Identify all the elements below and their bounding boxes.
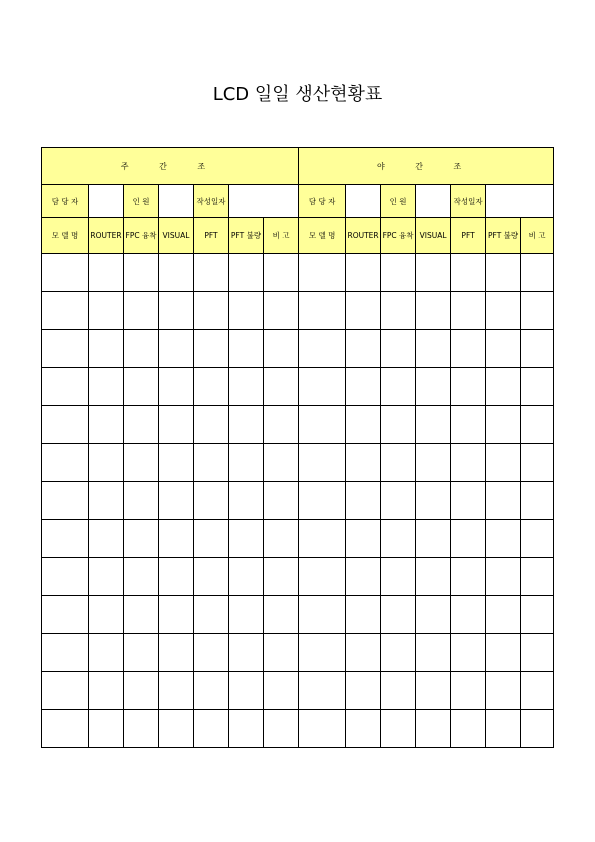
- table-cell[interactable]: [521, 596, 554, 634]
- table-cell[interactable]: [42, 330, 89, 368]
- table-cell[interactable]: [89, 254, 124, 292]
- table-cell[interactable]: [486, 406, 521, 444]
- table-cell[interactable]: [381, 634, 416, 672]
- table-cell[interactable]: [299, 368, 346, 406]
- table-cell[interactable]: [89, 406, 124, 444]
- table-cell[interactable]: [194, 368, 229, 406]
- table-cell[interactable]: [486, 710, 521, 748]
- table-cell[interactable]: [299, 634, 346, 672]
- table-cell[interactable]: [89, 520, 124, 558]
- day-date-field[interactable]: [229, 185, 299, 218]
- table-cell[interactable]: [229, 558, 264, 596]
- table-cell[interactable]: [159, 406, 194, 444]
- table-cell[interactable]: [416, 672, 451, 710]
- day-col-pft-defect: PFT 불량: [229, 218, 264, 254]
- day-col-pft: PFT: [194, 218, 229, 254]
- table-row: [42, 482, 554, 520]
- table-cell[interactable]: [416, 368, 451, 406]
- night-manager-field[interactable]: [346, 185, 381, 218]
- table-cell[interactable]: [416, 596, 451, 634]
- table-cell[interactable]: [42, 368, 89, 406]
- table-cell[interactable]: [486, 520, 521, 558]
- table-cell[interactable]: [486, 330, 521, 368]
- table-cell[interactable]: [521, 558, 554, 596]
- table-cell[interactable]: [346, 406, 381, 444]
- table-cell[interactable]: [89, 634, 124, 672]
- table-cell[interactable]: [451, 634, 486, 672]
- night-col-pft-defect: PFT 불량: [486, 218, 521, 254]
- table-cell[interactable]: [89, 482, 124, 520]
- table-cell[interactable]: [346, 482, 381, 520]
- table-cell[interactable]: [124, 254, 159, 292]
- table-row: [42, 292, 554, 330]
- table-cell[interactable]: [346, 520, 381, 558]
- night-col-pft: PFT: [451, 218, 486, 254]
- day-shift-header: 주 간 조: [42, 148, 299, 185]
- table-row: [42, 254, 554, 292]
- table-cell[interactable]: [451, 254, 486, 292]
- day-col-router: ROUTER: [89, 218, 124, 254]
- table-cell[interactable]: [381, 330, 416, 368]
- table-cell[interactable]: [124, 406, 159, 444]
- table-cell[interactable]: [229, 634, 264, 672]
- table-cell[interactable]: [89, 368, 124, 406]
- table-cell[interactable]: [381, 292, 416, 330]
- table-cell[interactable]: [416, 558, 451, 596]
- table-cell[interactable]: [229, 254, 264, 292]
- table-cell[interactable]: [194, 482, 229, 520]
- table-cell[interactable]: [264, 634, 299, 672]
- table-cell[interactable]: [381, 406, 416, 444]
- table-cell[interactable]: [124, 520, 159, 558]
- table-cell[interactable]: [381, 482, 416, 520]
- table-cell[interactable]: [42, 292, 89, 330]
- table-cell[interactable]: [416, 634, 451, 672]
- day-manager-label: 담 당 자: [42, 185, 89, 218]
- table-row: [42, 710, 554, 748]
- table-cell[interactable]: [451, 520, 486, 558]
- table-cell[interactable]: [299, 330, 346, 368]
- table-row: [42, 330, 554, 368]
- table-cell[interactable]: [42, 444, 89, 482]
- table-cell[interactable]: [264, 596, 299, 634]
- day-col-model: 모 델 명: [42, 218, 89, 254]
- night-personnel-label: 인 원: [381, 185, 416, 218]
- table-cell[interactable]: [486, 596, 521, 634]
- table-cell[interactable]: [299, 406, 346, 444]
- table-cell[interactable]: [229, 444, 264, 482]
- night-col-remarks: 비 고: [521, 218, 554, 254]
- table-cell[interactable]: [42, 634, 89, 672]
- table-cell[interactable]: [159, 482, 194, 520]
- table-row: [42, 558, 554, 596]
- table-cell[interactable]: [159, 444, 194, 482]
- night-shift-header: 야 간 조: [299, 148, 554, 185]
- day-personnel-label: 인 원: [124, 185, 159, 218]
- table-cell[interactable]: [416, 292, 451, 330]
- table-cell[interactable]: [381, 710, 416, 748]
- table-cell[interactable]: [486, 444, 521, 482]
- table-cell[interactable]: [42, 406, 89, 444]
- table-cell[interactable]: [299, 444, 346, 482]
- day-col-fpc: FPC 융착: [124, 218, 159, 254]
- table-cell[interactable]: [159, 292, 194, 330]
- table-cell[interactable]: [264, 520, 299, 558]
- table-cell[interactable]: [264, 330, 299, 368]
- table-cell[interactable]: [521, 368, 554, 406]
- day-col-visual: VISUAL: [159, 218, 194, 254]
- table-cell[interactable]: [299, 672, 346, 710]
- production-table: [41, 147, 554, 748]
- table-cell[interactable]: [264, 368, 299, 406]
- table-cell[interactable]: [346, 292, 381, 330]
- table-cell[interactable]: [264, 482, 299, 520]
- table-cell[interactable]: [124, 634, 159, 672]
- table-cell[interactable]: [159, 254, 194, 292]
- table-cell[interactable]: [521, 710, 554, 748]
- table-cell[interactable]: [416, 444, 451, 482]
- table-cell[interactable]: [486, 558, 521, 596]
- table-row: [42, 672, 554, 710]
- table-cell[interactable]: [486, 254, 521, 292]
- table-cell[interactable]: [451, 406, 486, 444]
- table-cell[interactable]: [124, 482, 159, 520]
- table-cell[interactable]: [299, 596, 346, 634]
- table-cell[interactable]: [521, 292, 554, 330]
- night-manager-label: 담 당 자: [299, 185, 346, 218]
- table-cell[interactable]: [264, 292, 299, 330]
- table-cell[interactable]: [89, 444, 124, 482]
- table-cell[interactable]: [416, 406, 451, 444]
- night-date-label: 작성일자: [451, 185, 486, 218]
- table-cell[interactable]: [159, 634, 194, 672]
- table-cell[interactable]: [451, 444, 486, 482]
- table-cell[interactable]: [521, 444, 554, 482]
- table-cell[interactable]: [299, 558, 346, 596]
- table-cell[interactable]: [346, 710, 381, 748]
- table-cell[interactable]: [159, 558, 194, 596]
- table-cell[interactable]: [416, 520, 451, 558]
- night-col-router: ROUTER: [346, 218, 381, 254]
- table-cell[interactable]: [299, 292, 346, 330]
- table-cell[interactable]: [42, 710, 89, 748]
- table-cell[interactable]: [521, 520, 554, 558]
- table-cell[interactable]: [124, 672, 159, 710]
- table-row: [42, 406, 554, 444]
- table-cell[interactable]: [194, 596, 229, 634]
- night-col-fpc: FPC 융착: [381, 218, 416, 254]
- table-cell[interactable]: [299, 254, 346, 292]
- table-cell[interactable]: [299, 520, 346, 558]
- table-cell[interactable]: [194, 292, 229, 330]
- table-cell[interactable]: [346, 368, 381, 406]
- table-cell[interactable]: [42, 482, 89, 520]
- night-col-visual: VISUAL: [416, 218, 451, 254]
- table-cell[interactable]: [299, 482, 346, 520]
- table-cell[interactable]: [194, 634, 229, 672]
- table-cell[interactable]: [124, 558, 159, 596]
- table-cell[interactable]: [486, 292, 521, 330]
- table-cell[interactable]: [229, 596, 264, 634]
- day-manager-field[interactable]: [89, 185, 124, 218]
- table-cell[interactable]: [416, 710, 451, 748]
- table-row: [42, 596, 554, 634]
- table-cell[interactable]: [229, 710, 264, 748]
- day-date-label: 작성일자: [194, 185, 229, 218]
- table-cell[interactable]: [416, 330, 451, 368]
- table-cell[interactable]: [159, 710, 194, 748]
- table-cell[interactable]: [346, 634, 381, 672]
- table-cell[interactable]: [124, 596, 159, 634]
- table-cell[interactable]: [486, 634, 521, 672]
- table-row: [42, 444, 554, 482]
- table-cell[interactable]: [381, 596, 416, 634]
- table-cell[interactable]: [486, 368, 521, 406]
- table-cell[interactable]: [346, 672, 381, 710]
- table-cell[interactable]: [194, 520, 229, 558]
- table-cell[interactable]: [451, 558, 486, 596]
- table-cell[interactable]: [381, 558, 416, 596]
- night-col-model: 모 델 명: [299, 218, 346, 254]
- table-cell[interactable]: [486, 672, 521, 710]
- table-cell[interactable]: [299, 710, 346, 748]
- table-cell[interactable]: [381, 368, 416, 406]
- table-cell[interactable]: [194, 406, 229, 444]
- table-cell[interactable]: [42, 596, 89, 634]
- table-cell[interactable]: [42, 672, 89, 710]
- table-cell[interactable]: [451, 368, 486, 406]
- table-cell[interactable]: [346, 254, 381, 292]
- table-cell[interactable]: [264, 558, 299, 596]
- table-cell[interactable]: [229, 406, 264, 444]
- table-cell[interactable]: [194, 672, 229, 710]
- table-cell[interactable]: [416, 482, 451, 520]
- table-cell[interactable]: [264, 254, 299, 292]
- table-cell[interactable]: [229, 330, 264, 368]
- table-cell[interactable]: [89, 710, 124, 748]
- table-cell[interactable]: [346, 444, 381, 482]
- table-cell[interactable]: [264, 672, 299, 710]
- table-cell[interactable]: [346, 596, 381, 634]
- table-cell[interactable]: [451, 292, 486, 330]
- table-cell[interactable]: [264, 406, 299, 444]
- table-cell[interactable]: [229, 292, 264, 330]
- table-row: [42, 634, 554, 672]
- day-personnel-field[interactable]: [159, 185, 194, 218]
- table-row: [42, 368, 554, 406]
- table-cell[interactable]: [229, 368, 264, 406]
- table-cell[interactable]: [159, 596, 194, 634]
- table-cell[interactable]: [89, 292, 124, 330]
- table-cell[interactable]: [381, 444, 416, 482]
- day-col-remarks: 비 고: [264, 218, 299, 254]
- table-cell[interactable]: [124, 444, 159, 482]
- table-cell[interactable]: [42, 254, 89, 292]
- table-cell[interactable]: [124, 292, 159, 330]
- table-cell[interactable]: [416, 254, 451, 292]
- night-personnel-field[interactable]: [416, 185, 451, 218]
- table-cell[interactable]: [194, 444, 229, 482]
- table-cell[interactable]: [229, 482, 264, 520]
- table-cell[interactable]: [159, 520, 194, 558]
- page-title: LCD 일일 생산현황표: [212, 84, 383, 105]
- table-cell[interactable]: [451, 596, 486, 634]
- table-cell[interactable]: [521, 634, 554, 672]
- table-cell[interactable]: [264, 444, 299, 482]
- table-cell[interactable]: [451, 330, 486, 368]
- table-cell[interactable]: [89, 558, 124, 596]
- table-cell[interactable]: [194, 254, 229, 292]
- table-cell[interactable]: [89, 672, 124, 710]
- table-cell[interactable]: [381, 672, 416, 710]
- table-cell[interactable]: [346, 558, 381, 596]
- table-cell[interactable]: [346, 330, 381, 368]
- table-cell[interactable]: [42, 558, 89, 596]
- table-cell[interactable]: [451, 482, 486, 520]
- table-cell[interactable]: [124, 368, 159, 406]
- table-cell[interactable]: [89, 596, 124, 634]
- table-cell[interactable]: [124, 710, 159, 748]
- table-cell[interactable]: [194, 558, 229, 596]
- table-cell[interactable]: [229, 520, 264, 558]
- table-cell[interactable]: [229, 672, 264, 710]
- table-cell[interactable]: [521, 482, 554, 520]
- table-cell[interactable]: [451, 710, 486, 748]
- table-cell[interactable]: [486, 482, 521, 520]
- table-cell[interactable]: [159, 330, 194, 368]
- table-cell[interactable]: [42, 520, 89, 558]
- table-cell[interactable]: [159, 672, 194, 710]
- table-cell[interactable]: [381, 254, 416, 292]
- table-cell[interactable]: [194, 330, 229, 368]
- table-cell[interactable]: [194, 710, 229, 748]
- table-cell[interactable]: [159, 368, 194, 406]
- night-date-field[interactable]: [486, 185, 554, 218]
- table-cell[interactable]: [381, 520, 416, 558]
- table-cell[interactable]: [521, 672, 554, 710]
- table-cell[interactable]: [124, 330, 159, 368]
- table-row: [42, 520, 554, 558]
- table-cell[interactable]: [89, 330, 124, 368]
- table-cell[interactable]: [521, 254, 554, 292]
- table-cell[interactable]: [521, 330, 554, 368]
- table-cell[interactable]: [451, 672, 486, 710]
- table-cell[interactable]: [264, 710, 299, 748]
- table-cell[interactable]: [521, 406, 554, 444]
